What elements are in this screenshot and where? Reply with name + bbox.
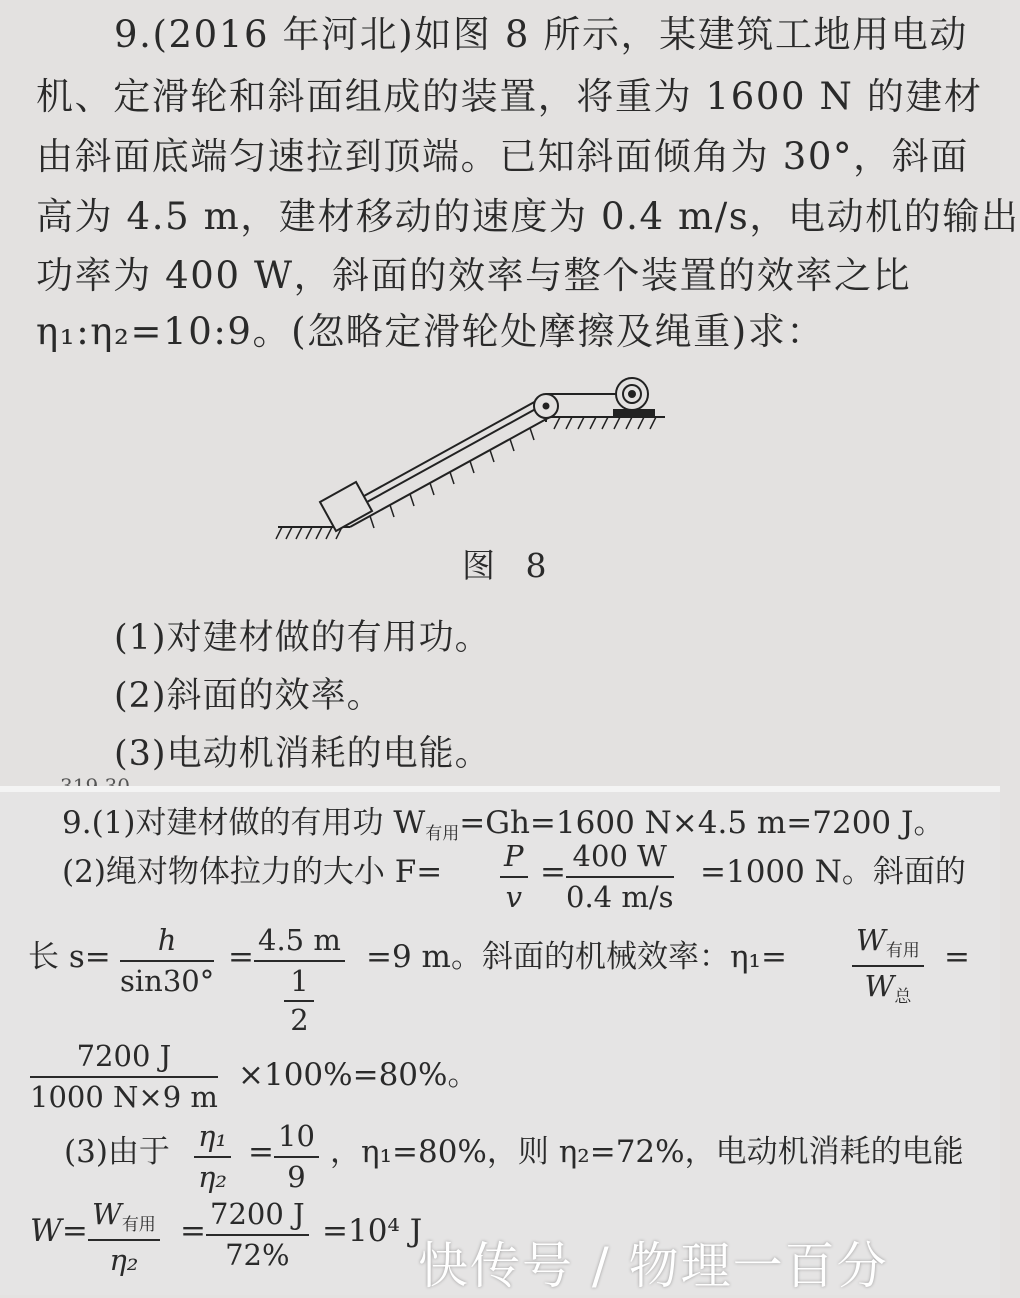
- w-symbol: W: [864, 969, 895, 1003]
- length-mid: =9 m。斜面的机械效率：η₁=: [366, 939, 787, 975]
- fraction-4-5m-over-half: [254, 923, 345, 1037]
- answer-section: [0, 792, 1000, 1295]
- question-line-6: η₁:η₂=10:9。(忽略定滑轮处摩擦及绳重)求：: [36, 310, 826, 353]
- answer-part-3-tail: ，η₁=80%，则 η₂=72%，电动机消耗的电能: [330, 1134, 964, 1170]
- question-line-2: 机、定滑轮和斜面组成的装置，将重为 1600 N 的建材: [36, 75, 983, 118]
- platform-hatch: [554, 417, 656, 429]
- fraction-numerator: h: [157, 923, 177, 957]
- fraction-efficiency: [852, 923, 924, 1007]
- motor-axle: [629, 391, 635, 397]
- fraction-numerator: η₁: [198, 1119, 227, 1153]
- sub-question-1: (1)对建材做的有用功。: [114, 618, 491, 658]
- fraction-denominator: 72%: [225, 1238, 290, 1272]
- fraction-7200-over-72: [206, 1197, 309, 1272]
- fraction-denominator: η₂: [198, 1160, 227, 1194]
- fraction-denominator: [852, 967, 924, 1006]
- equals-sign: =: [248, 1134, 274, 1170]
- fraction-numerator: [88, 1197, 160, 1239]
- half-denominator: 2: [290, 1003, 309, 1037]
- fraction-numerator: 400 W: [572, 839, 667, 873]
- fraction-denominator: 1000 N×9 m: [30, 1080, 218, 1114]
- question-line-1: 9.(2016 年河北)如图 8 所示，某建筑工地用电动: [114, 13, 968, 56]
- half-numerator: 1: [290, 964, 309, 998]
- answer-part-1: [62, 805, 945, 844]
- answer-part-3-prefix: (3)由于: [64, 1134, 170, 1170]
- fraction-numerator: P: [504, 839, 524, 873]
- fraction-h-over-sin30: [120, 923, 215, 998]
- ground-hatch: [276, 527, 342, 539]
- fraction-denominator: 9: [287, 1160, 306, 1194]
- equals-sign: =: [180, 1213, 206, 1249]
- fraction-p-over-v: [500, 839, 528, 914]
- answer-part-1-tail: =Gh=1600 N×4.5 m=7200 J。: [459, 805, 945, 841]
- w-symbol: W: [92, 1197, 122, 1231]
- answer-part-1-text: 9.(1)对建材做的有用功 W: [62, 805, 426, 841]
- energy-tail: =10⁴ J: [322, 1213, 423, 1249]
- fraction-numerator: [852, 923, 924, 965]
- fraction-denominator-half: [254, 962, 345, 1035]
- motor-base: [614, 410, 654, 417]
- fraction-w-over-eta2: [88, 1197, 160, 1277]
- question-line-3: 由斜面底端匀速拉到顶端。已知斜面倾角为 30°，斜面: [36, 135, 969, 178]
- equals-sign: =: [228, 939, 254, 975]
- fraction-numerator: 7200 J: [210, 1197, 305, 1231]
- subscript-useful: 有用: [425, 824, 460, 844]
- fraction-numerator: 7200 J: [76, 1039, 172, 1073]
- fraction-denominator: η₂: [109, 1243, 139, 1277]
- sub-question-2: (2)斜面的效率。: [114, 676, 383, 716]
- subscript-useful: 有用: [121, 1215, 156, 1235]
- fraction-denominator: sin30°: [120, 964, 215, 998]
- subscript-total: 总: [894, 987, 912, 1007]
- sub-question-3: (3)电动机消耗的电能。: [114, 734, 491, 774]
- cut-off-text: [60, 776, 130, 785]
- w-symbol: W: [856, 923, 886, 957]
- subscript-useful: 有用: [885, 941, 920, 961]
- rope-incline: [364, 400, 538, 496]
- fraction-denominator: 0.4 m/s: [566, 880, 674, 914]
- efficiency-tail: ×100%=80%。: [238, 1057, 479, 1093]
- incline-pulley-diagram: [270, 372, 670, 542]
- watermark: 快传号 / 物理一百分: [418, 1237, 889, 1295]
- question-line-4: 高为 4.5 m，建材移动的速度为 0.4 m/s，电动机的输出: [36, 195, 1020, 238]
- fraction-numerator: 10: [278, 1119, 315, 1153]
- equals-sign: =: [540, 854, 566, 890]
- energy-prefix: W=: [30, 1213, 88, 1249]
- figure-caption: 图 8: [462, 546, 557, 585]
- fraction-7200-over-9000: [30, 1039, 218, 1114]
- building-material-block: [320, 482, 372, 531]
- fraction-400w: [566, 839, 674, 914]
- length-prefix: 长 s=: [28, 939, 111, 975]
- fraction-eta-ratio: [194, 1119, 231, 1194]
- rope-incline-lower: [367, 406, 541, 502]
- answer-part-2-tail: =1000 N。斜面的: [700, 854, 966, 890]
- pulley-axle: [544, 404, 549, 409]
- answer-part-2-prefix: (2)绳对物体拉力的大小 F=: [62, 854, 443, 890]
- equals-sign: =: [944, 939, 970, 975]
- fraction-denominator: v: [505, 880, 522, 914]
- fraction-10-over-9: [274, 1119, 319, 1194]
- question-line-5: 功率为 400 W，斜面的效率与整个装置的效率之比: [36, 254, 912, 297]
- fraction-numerator: 4.5 m: [258, 923, 341, 957]
